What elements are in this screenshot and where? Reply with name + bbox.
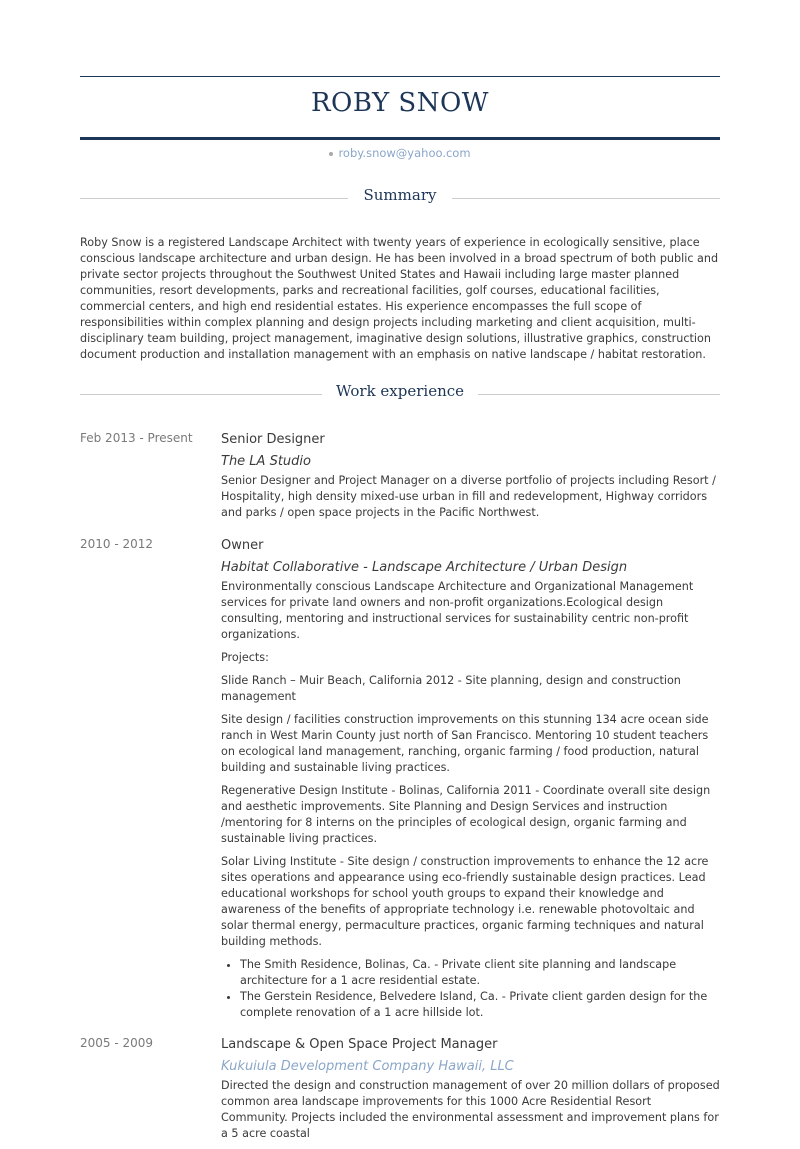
bullet-dot-icon xyxy=(329,152,333,156)
list-item: • The Smith Residence, Bolinas, Ca. - Private client site planning and landscape architecture for a 1 acre residential estate. xyxy=(240,957,720,989)
project-slide-ranch-detail: Site design / facilities construction improvements on this stunning 134 acre ocean side ranch in West Marin County just north of San Francisco. Mentoring 10 student teachers on ecological land management, ranching, organic farming / food production, natural building and sustainable living practices. xyxy=(221,713,709,774)
candidate-name: ROBY SNOW xyxy=(310,88,490,118)
header-top-rule xyxy=(80,76,720,77)
job-company: Habitat Collaborative - Landscape Architecture / Urban Design xyxy=(221,560,628,575)
job-date: 2010 - 2012 xyxy=(80,537,154,551)
job-body xyxy=(221,1036,720,1149)
email-link[interactable]: roby.snow@yahoo.com xyxy=(338,146,471,160)
job-role: Landscape & Open Space Project Manager xyxy=(221,1037,498,1052)
divider-right xyxy=(478,394,720,395)
divider-right xyxy=(452,198,720,199)
list-item: • The Gerstein Residence, Belvedere Island, Ca. - Private client garden design for the complete renovation of a 1 acre hillside lot. xyxy=(240,989,720,1021)
job-role: Senior Designer xyxy=(221,432,325,447)
job-company: The LA Studio xyxy=(221,454,311,469)
project-regenerative-design: Regenerative Design Institute - Bolinas, California 2011 - Coordinate overall site design and aesthetic improvements. Site Planning and Design Services and instruction /mentoring for 8 interns on the principles of ecological design, organic farming and sustainable living practices. xyxy=(221,784,711,845)
contact-line xyxy=(80,146,720,160)
job-company-link[interactable]: Kukuiula Development Company Hawaii, LLC xyxy=(221,1059,514,1074)
work-heading xyxy=(80,382,720,406)
header-bottom-rule xyxy=(80,137,720,140)
job-date: Feb 2013 - Present xyxy=(80,431,193,445)
job-date: 2005 - 2009 xyxy=(80,1036,154,1050)
job-description: Directed the design and construction management of over 20 million dollars of proposed common area landscape improvements for this 1000 Acre Residential Resort Community. Projects included the environmental assessment and improvement plans for a 5 acre coastal xyxy=(221,1079,720,1140)
job-description: Environmentally conscious Landscape Architecture and Organizational Management services for private land owners and non-profit organizations.Ecological design consulting, mentoring and instructional services for sustainability centric non-profit organizations. xyxy=(221,580,694,641)
summary-title: Summary xyxy=(363,186,437,204)
job-role: Owner xyxy=(221,538,264,553)
projects-label: Projects: xyxy=(221,651,269,664)
summary-heading xyxy=(80,186,720,210)
project-bullet-list xyxy=(221,957,720,1021)
job-body xyxy=(221,537,720,1021)
work-title: Work experience xyxy=(335,382,465,400)
summary-text: Roby Snow is a registered Landscape Architect with twenty years of experience in ecologically sensitive, place conscious landscape architecture and urban design. He has been involved in a broad spectrum of both public and private sector projects throughout the Southwest United States and Hawaii including large master planned communities, resort developments, parks and recreational facilities, golf courses, educational facilities, commercial centers, and high end residential estates. His experience encompasses the full scope of responsibilities within complex planning and design projects including marketing and client acquisition, multi-disciplinary team building, project management, imaginative design solutions, illustrative graphics, construction document production and installation management with an emphasis on native landscape / habitat restoration. xyxy=(80,236,719,361)
job-description: Senior Designer and Project Manager on a diverse portfolio of projects including Resort / Hospitality, high density mixed-use urban in fill and redevelopment, Highway corridors and parks / open space projects in the Pacific Northwest. xyxy=(221,474,716,519)
job-body xyxy=(221,431,720,528)
project-slide-ranch: Slide Ranch – Muir Beach, California 2012 - Site planning, design and construction management xyxy=(221,674,681,703)
project-solar-living: Solar Living Institute - Site design / construction improvements to enhance the 12 acre sites operations and appearance using eco-friendly sustainable design practices. Lead educational workshops for school youth groups to expand their knowledge and awareness of the benefits of appropriate technology i.e. renewable photovoltaic and solar thermal energy, permaculture practices, organic farming techniques and natural building methods. xyxy=(221,855,709,948)
